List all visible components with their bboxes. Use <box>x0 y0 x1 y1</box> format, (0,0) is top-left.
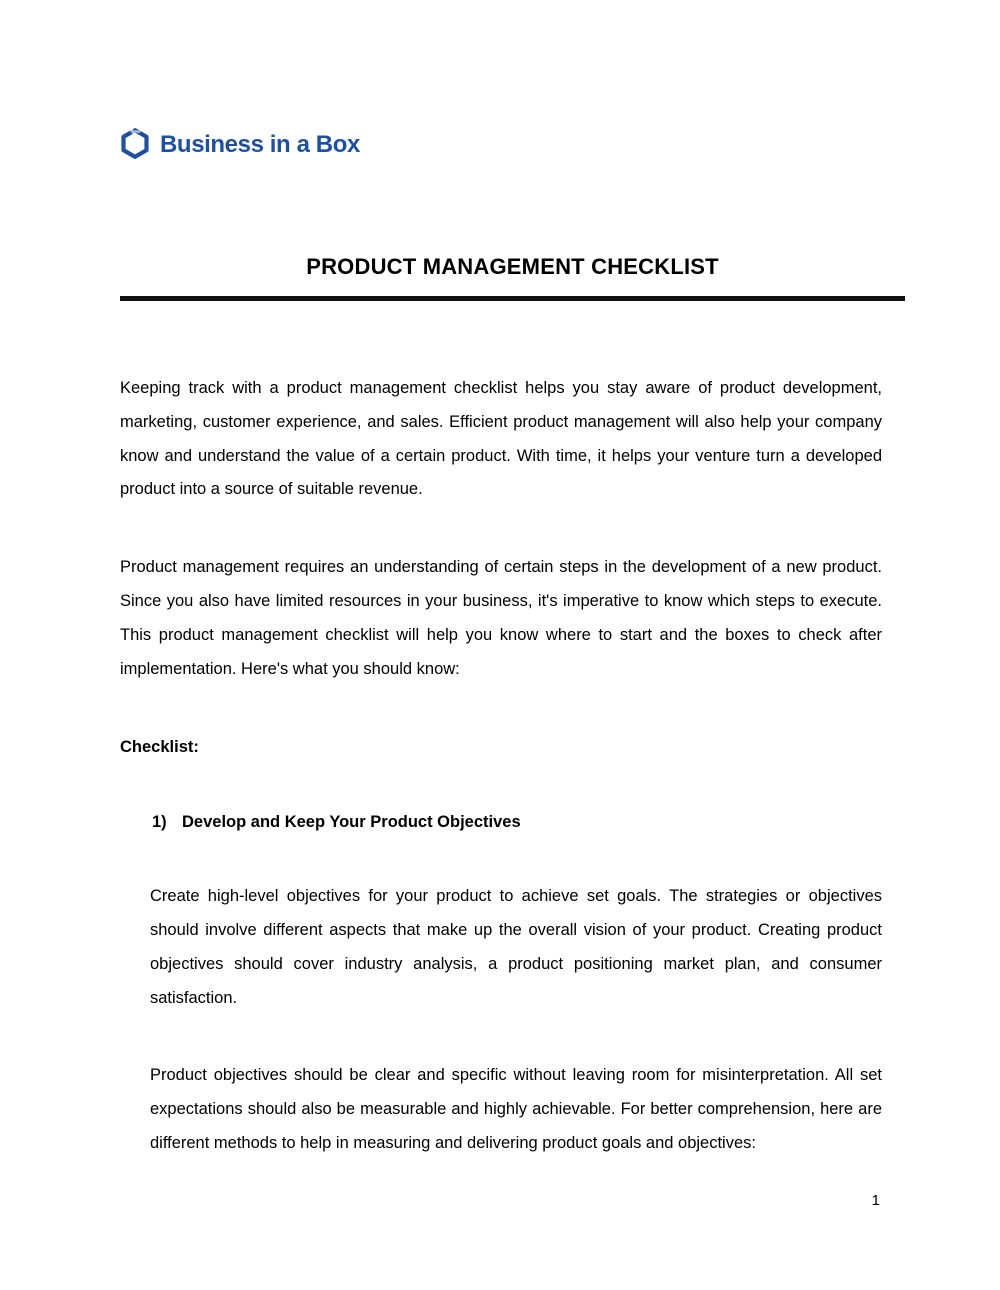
brand-logo <box>120 128 360 161</box>
checklist-item-1-body-1: Create high-level objectives for your product to achieve set goals. The strategies or objectives should involve different aspects that make up the overall vision of your product. Creating product objectives should cover industry analysis, a product positioning market plan, and consumer satisfaction. <box>150 887 882 1007</box>
intro-paragraph-2: Product management requires an understanding of certain steps in the development of a new product. Since you also have limited resources in your business, it's imperative to know which steps to execute. This product management checklist will help you know where to start and the boxes to check after implementation. Here's what you should know: <box>120 558 882 678</box>
checklist-item-1-number: 1) <box>152 813 167 832</box>
hexagon-logo-icon <box>120 128 150 161</box>
page-number: 1 <box>871 1192 880 1209</box>
title-divider <box>120 296 905 301</box>
brand-name: Business in a Box <box>160 130 360 158</box>
page-title: PRODUCT MANAGEMENT CHECKLIST <box>306 254 719 279</box>
checklist-item-1-heading <box>120 806 882 840</box>
checklist-item-1-body-2: Product objectives should be clear and specific without leaving room for misinterpretation. All set expectations should also be measurable and highly achievable. For better comprehension, here are different methods to help in measuring and delivering product goals and objectives: <box>150 1066 882 1152</box>
intro-paragraph-1: Keeping track with a product management checklist helps you stay aware of product development, marketing, customer experience, and sales. Efficient product management will also help your company know and understand the value of a certain product. With time, it helps your venture turn a developed product into a source of suitable revenue. <box>120 379 882 499</box>
checklist-label: Checklist: <box>120 737 199 756</box>
checklist-item-1-title: Develop and Keep Your Product Objectives <box>182 813 521 832</box>
document-body <box>120 372 882 1161</box>
